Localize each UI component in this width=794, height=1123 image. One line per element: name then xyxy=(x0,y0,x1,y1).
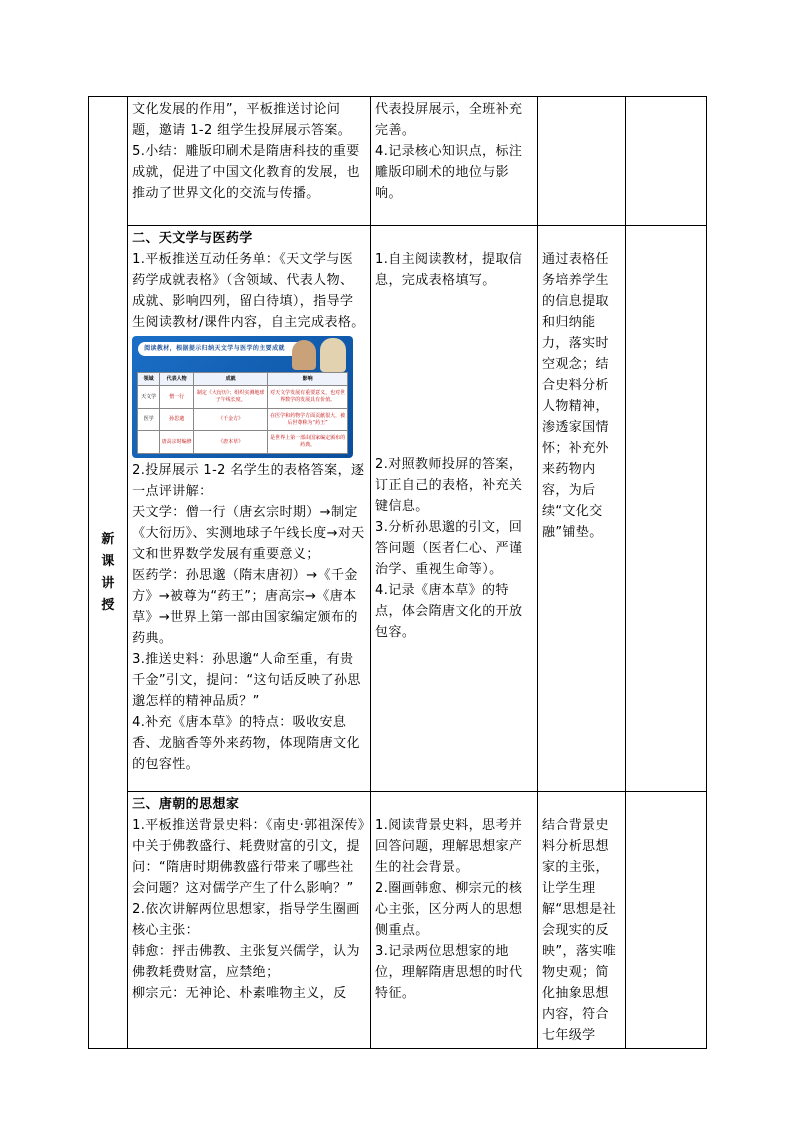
teacher-text: 医药学：孙思邈（隋末唐初）→《千金方》→被尊为“药王”；唐高宗→《唐本草》→世界上第一部由国家编定颁布的药典。 xyxy=(132,568,358,646)
slide-cell: 僧一行 xyxy=(160,386,194,409)
student-text: 3.记录两位思想家的地位，理解隋唐思想的时代特征。 xyxy=(375,944,523,1001)
teacher-text: 1.平板推送背景史料：《南史·郭祖深传》中关于佛教盛行、耗费财富的引文，提问：“隋唐时期佛教盛行带来了哪些社会问题？这对儒学产生了什么影响？” xyxy=(132,818,365,896)
teacher-text: 4.补充《唐本草》的特点：吸收安息香、龙脑香等外来药物，体现隋唐文化的包容性。 xyxy=(132,715,360,772)
student-text: 2.圈画韩愈、柳宗元的核心主张，区分两人的思想侧重点。 xyxy=(375,881,523,938)
section-label-cell xyxy=(89,97,128,1049)
section-heading: 二、天文学与医药学 xyxy=(132,231,253,246)
student-activity-cell xyxy=(371,226,538,792)
intent-text: 结合背景史料分析思想家的主张，让学生理解“思想是社会现实的反映”，落实唯物史观；简化抽象思想内容，符合七年级学 xyxy=(541,818,617,1043)
teacher-text: 韩愈：抨击佛教、主张复兴儒学，认为佛教耗费财富，应禁绝； xyxy=(132,944,360,980)
section-label: 新课讲授 xyxy=(101,531,115,613)
slide-cell: 在医学和药物学方面贡献很大，被后世尊称为“药王” xyxy=(268,408,348,431)
slide-cell: 唐高宗时编修 xyxy=(160,431,194,454)
student-text: 3.分析孙思邈的引文，回答问题（医者仁心、严谨治学、重视生命等）。 xyxy=(375,520,523,577)
teacher-text: 3.推送史料：孙思邈“人命至重，有贵千金”引文，提问：“这句话反映了孙思邈怎样的精神品质？” xyxy=(132,652,361,709)
slide-table xyxy=(137,372,348,454)
student-text: 1.阅读背景史料，思考并回答问题，理解思想家产生的社会背景。 xyxy=(375,818,523,875)
student-text: 4.记录《唐本草》的特点，体会隋唐文化的开放包容。 xyxy=(375,583,523,640)
slide-cell xyxy=(138,431,160,454)
teacher-text: 天文学：僧一行（唐玄宗时期）→制定《大衍历》、实测地球子午线长度→对天文和世界数学发展有重要意义； xyxy=(132,505,365,562)
slide-title: 阅读教材，根据提示归纳天文学与医学的主要成就 xyxy=(138,342,304,356)
teacher-text: 1.平板推送互动任务单：《天文学与医药学成就表格》（含领域、代表人物、成就、影响四列，留白待填），指导学生阅读教材/课件内容，自主完成表格。 xyxy=(132,252,365,330)
teacher-text: 2.投屏展示 1-2 名学生的表格答案，逐一点评讲解： xyxy=(132,463,365,499)
slide-cell: 医学 xyxy=(138,408,160,431)
notes-cell xyxy=(625,792,706,1049)
design-intent-cell xyxy=(537,97,625,226)
intent-text: 通过表格任务培养学生的信息提取和归纳能力，落实时空观念；结合史料分析人物精神，渗透家国情怀；补充外来药物内容，为后续“文化交融”铺垫。 xyxy=(541,252,609,540)
design-intent-cell xyxy=(537,226,625,792)
slide-cell: 制定《大衍历》；组织实测地球子午线长度。 xyxy=(194,386,268,409)
section-heading: 三、唐朝的思想家 xyxy=(132,797,240,812)
slide-cell: 《唐本草》 xyxy=(194,431,268,454)
student-text: 4.记录核心知识点，标注雕版印刷术的地位与影响。 xyxy=(375,144,523,201)
teacher-text: 柳宗元：无神论、朴素唯物主义，反 xyxy=(132,986,347,1001)
slide-header: 代表人物 xyxy=(160,373,194,386)
slide-cell: 《千金方》 xyxy=(194,408,268,431)
student-text: 2.对照教师投屏的答案，订正自己的表格，补充关键信息。 xyxy=(375,457,523,514)
student-text: 1.自主阅读教材，提取信息，完成表格填写。 xyxy=(375,252,523,288)
teacher-activity-cell xyxy=(128,792,371,1049)
design-intent-cell xyxy=(537,792,625,1049)
slide-cell: 是世界上第一部由国家编定颁布的药典。 xyxy=(268,431,348,454)
slide-header: 成就 xyxy=(194,373,268,386)
teacher-text: 文化发展的作用”，平板推送讨论问题，邀请 1-2 组学生投屏展示答案。 xyxy=(132,102,352,138)
teacher-text: 2.依次讲解两位思想家，指导学生圈画核心主张： xyxy=(132,902,360,938)
student-activity-cell xyxy=(371,97,538,226)
student-activity-cell xyxy=(371,792,538,1049)
lesson-plan-table xyxy=(88,96,707,1049)
slide-cell: 对天文学发展有重要意义，也对世界数学的发展具有价值。 xyxy=(268,386,348,409)
slide-header: 影响 xyxy=(268,373,348,386)
courseware-slide-image xyxy=(132,336,353,458)
teacher-text: 5.小结：雕版印刷术是隋唐科技的重要成就，促进了中国文化教育的发展，也推动了世界文化的交流与传播。 xyxy=(132,144,360,201)
teacher-activity-cell xyxy=(128,97,371,226)
portrait-image xyxy=(320,338,346,372)
notes-cell xyxy=(625,97,706,226)
slide-header: 领域 xyxy=(138,373,160,386)
slide-cell: 孙思邈 xyxy=(160,408,194,431)
teacher-activity-cell xyxy=(128,226,371,792)
slide-cell: 天文学 xyxy=(138,386,160,409)
notes-cell xyxy=(625,226,706,792)
student-text: 代表投屏展示，全班补充完善。 xyxy=(375,102,523,138)
portrait-image xyxy=(292,340,316,370)
